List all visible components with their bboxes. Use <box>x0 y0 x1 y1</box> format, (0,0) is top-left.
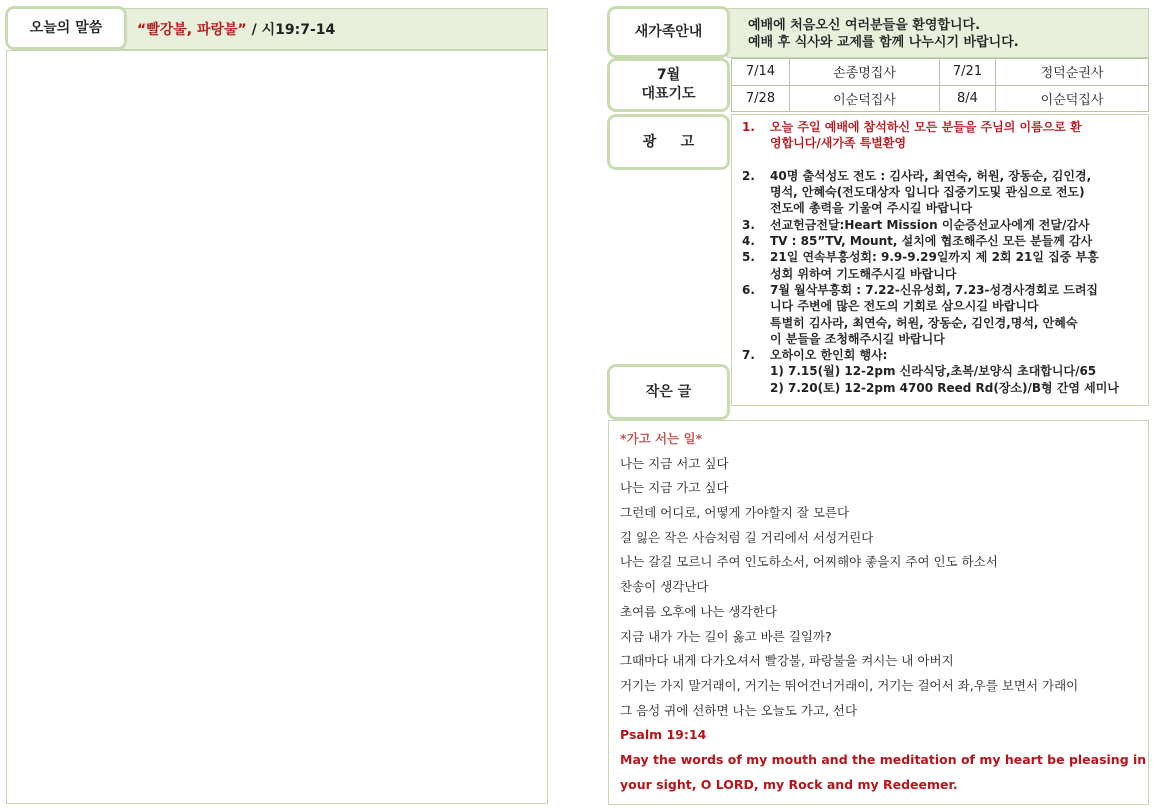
announcement-line: 전도에 총력을 기울여 주시길 바랍니다 <box>770 201 973 216</box>
essay-line: 나는 지금 가고 싶다 <box>620 480 729 496</box>
essay-tab-label: 작은 글 <box>645 383 692 400</box>
prayer-date: 8/4 <box>940 85 996 112</box>
announcement-text <box>770 282 1140 347</box>
announcements-tab-label: 광 고 <box>642 133 695 150</box>
sermon-tab <box>5 6 127 50</box>
announcement-item <box>742 152 1140 168</box>
announcement-text <box>770 347 1140 396</box>
announcement-item <box>742 168 1140 217</box>
announcement-text <box>770 233 1140 249</box>
announcement-text <box>770 217 1140 233</box>
announcements-list <box>742 119 1140 396</box>
prayer-row <box>732 85 1149 112</box>
announcement-line: 니다 주변에 많은 전도의 기회로 삼으시길 바랍니다 <box>770 299 1039 314</box>
essay-line: 나는 갈길 모르니 주여 인도하소서, 어찌해야 좋을지 주여 인도 하소서 <box>620 554 998 570</box>
psalm-reference: Psalm 19:14 <box>620 727 707 743</box>
essay-title: *가고 서는 일* <box>620 431 703 446</box>
announcement-line: 21일 연속부흥성회: 9.9-9.29일까지 제 2회 21일 집중 부흥 <box>770 250 1099 265</box>
prayer-name: 이순덕집사 <box>790 85 940 112</box>
announcement-line <box>770 152 1140 168</box>
announcement-line: 특별히 김사라, 최연숙, 허원, 장동순, 김인경,명석, 안혜숙 <box>770 315 1078 330</box>
psalm-line-2: your sight, O LORD, my Rock and my Redeemer. <box>620 776 958 792</box>
psalm-line-1: May the words of my mouth and the meditation of my heart be pleasing in <box>620 751 1147 767</box>
prayer-table <box>731 58 1149 112</box>
prayer-name: 정덕순권사 <box>996 59 1149 86</box>
announcement-text <box>770 119 1140 152</box>
announcement-number: 2. <box>742 168 755 183</box>
prayer-date: 7/14 <box>732 59 790 86</box>
newcomer-line-2: 예배 후 식사와 교제를 함께 나누시기 바랍니다. <box>748 35 1019 50</box>
essay-line: 길 잃은 작은 사슴처럼 길 거리에서 서성거린다 <box>620 529 874 545</box>
sermon-title: “빨강불, 파랑불” <box>137 22 247 38</box>
announcement-line: 40명 출석성도 전도 : 김사라, 최연숙, 허원, 장동순, 김인경, <box>770 168 1092 183</box>
announcement-item <box>742 233 1140 249</box>
announcement-item <box>742 282 1140 347</box>
newcomer-bar <box>727 8 1149 58</box>
announcement-text <box>770 168 1140 217</box>
prayer-name: 이순덕집사 <box>996 85 1149 112</box>
newcomer-line-1: 예배에 처음오신 여러분들을 환영합니다. <box>748 18 981 33</box>
announcements-panel <box>731 114 1149 406</box>
announcements-tab <box>607 114 730 170</box>
announcement-line: TV : 85”TV, Mount, 설치에 협조해주신 모든 분들께 감사 <box>770 234 1093 249</box>
prayer-row <box>732 59 1149 86</box>
announcement-line: 오하이오 한인회 행사: <box>770 348 888 363</box>
announcement-line: 2) 7.20(토) 12-2pm 4700 Reed Rd(장소)/B형 간염 세미나 <box>770 380 1119 395</box>
announcement-item <box>742 217 1140 233</box>
prayer-tab-month: 7월 <box>656 67 681 83</box>
sermon-tab-label: 오늘의 말씀 <box>29 19 103 36</box>
announcement-item <box>742 119 1140 152</box>
essay-lines <box>620 452 1148 724</box>
announcement-number: 4. <box>742 234 755 249</box>
announcement-number: 7. <box>742 348 755 363</box>
prayer-tab <box>607 58 730 112</box>
sermon-panel <box>6 50 548 804</box>
announcement-line: 오늘 주일 예배에 참석하신 모든 분들을 주님의 이름으로 환 <box>770 120 1082 134</box>
announcement-text <box>770 249 1140 282</box>
announcement-number: 5. <box>742 250 755 265</box>
essay-tab <box>607 364 730 420</box>
announcement-line: 7월 월삭부흥회 : 7.22-신유성회, 7.23-성경사경회로 드려집 <box>770 282 1099 297</box>
announcement-line: 선교헌금전달:Heart Mission 이순증선교사에게 전달/감사 <box>770 217 1090 232</box>
prayer-tab-label: 대표기도 <box>641 86 696 102</box>
prayer-date: 7/28 <box>732 85 790 112</box>
sermon-reference: / 시19:7-14 <box>246 22 336 38</box>
announcement-line: 영합니다/새가족 특별환영 <box>770 136 907 151</box>
announcement-number: 3. <box>742 217 755 232</box>
announcement-item <box>742 249 1140 282</box>
newcomer-tab-label: 새가족안내 <box>634 23 703 40</box>
prayer-table-wrap <box>731 58 1149 112</box>
essay-line: 초여름 오후에 나는 생각한다 <box>620 603 777 619</box>
essay-line: 그런데 어디로, 어떻게 가야할지 잘 모른다 <box>620 505 850 521</box>
sermon-title-bar <box>120 8 548 50</box>
announcement-line: 이 분들을 조청해주시길 바랍니다 <box>770 331 945 346</box>
announcement-item <box>742 347 1140 396</box>
essay-line: 거기는 가지 말거래이, 거기는 뛰어건너거래이, 거기는 걸어서 좌,우를 보면서 가래이 <box>620 677 1079 693</box>
announcement-text <box>770 152 1140 168</box>
essay-line: 찬송이 생각난다 <box>620 579 709 595</box>
essay-line: 나는 지금 서고 싶다 <box>620 455 729 471</box>
essay-panel <box>608 420 1149 805</box>
announcement-number: 6. <box>742 282 755 297</box>
announcement-line: 성회 위하여 기도해주시길 바랍니다 <box>770 266 957 281</box>
essay-line: 그때마다 내게 다가오셔서 빨강불, 파랑불을 켜시는 내 아버지 <box>620 653 954 669</box>
announcement-line: 명석, 안혜숙(전도대상자 입니다 집중기도및 관심으로 전도) <box>770 185 1085 200</box>
newcomer-tab <box>607 6 730 58</box>
prayer-name: 손종명집사 <box>790 59 940 86</box>
announcement-number: 1. <box>742 120 755 134</box>
announcement-number <box>742 152 770 168</box>
announcement-line: 1) 7.15(월) 12-2pm 신라식당,초복/보양식 초대합니다/65 <box>770 364 1097 379</box>
essay-line: 지금 내가 가는 길이 옳고 바른 길일까? <box>620 628 832 644</box>
prayer-date: 7/21 <box>940 59 996 86</box>
essay-line: 그 음성 귀에 선하면 나는 오늘도 가고, 선다 <box>620 702 858 718</box>
